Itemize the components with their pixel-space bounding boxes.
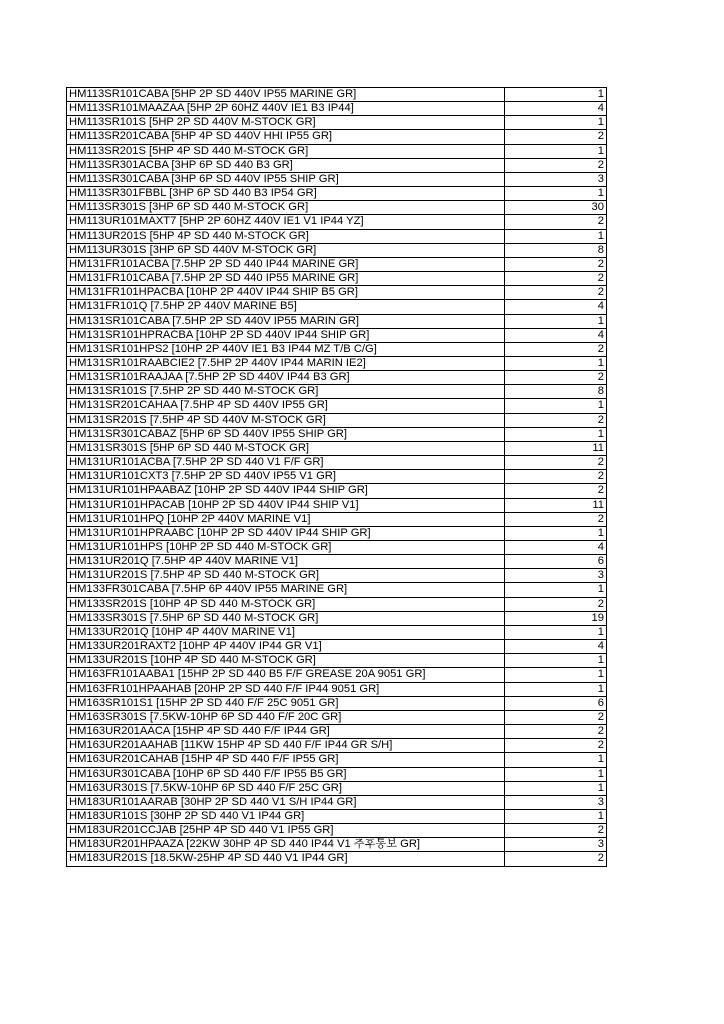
item-description-cell: HM131SR101RAABCIE2 [7.5HP 2P 440V IP44 MARIN IE2] [67,356,505,370]
quantity-cell: 11 [505,498,607,512]
quantity-cell: 2 [505,413,607,427]
table-row [67,640,607,654]
quantity-cell: 1 [505,314,607,328]
item-description-cell: HM131SR101HPRACBA [10HP 2P SD 440V IP44 SHIP GR] [67,328,505,342]
item-description-cell: HM131SR301S [5HP 6P SD 440 M-STOCK GR] [67,441,505,455]
table-row [67,257,607,271]
table-row [67,484,607,498]
item-description-cell: HM183UR201HPAAZA [22KW 30HP 4P SD 440 IP44 V1 추후통보 GR] [67,838,505,852]
quantity-cell: 1 [505,356,607,370]
table-row [67,852,607,866]
quantity-cell: 6 [505,696,607,710]
quantity-cell: 2 [505,725,607,739]
item-description-cell: HM113SR101CABA [5HP 2P SD 440V IP55 MARINE GR] [67,88,505,102]
table-row [67,668,607,682]
table-row [67,710,607,724]
table-row [67,583,607,597]
item-description-cell: HM133UR201Q [10HP 4P 440V MARINE V1] [67,625,505,639]
item-description-cell: HM113UR301S [3HP 6P SD 440V M-STOCK GR] [67,243,505,257]
quantity-cell: 2 [505,272,607,286]
item-description-cell: HM113SR301S [3HP 6P SD 440 M-STOCK GR] [67,201,505,215]
table-row [67,413,607,427]
table-row [67,356,607,370]
table-row [67,739,607,753]
quantity-cell: 2 [505,130,607,144]
item-description-cell: HM113SR101S [5HP 2P SD 440V M-STOCK GR] [67,116,505,130]
table-row [67,725,607,739]
item-description-cell: HM133SR201S [10HP 4P SD 440 M-STOCK GR] [67,597,505,611]
quantity-cell: 1 [505,668,607,682]
item-description-cell: HM113SR301ACBA [3HP 6P SD 440 B3 GR] [67,158,505,172]
quantity-cell: 4 [505,541,607,555]
item-description-cell: HM113UR101MAXT7 [5HP 2P 60HZ 440V IE1 V1 IP44 YZ] [67,215,505,229]
item-description-cell: HM133SR301S [7.5HP 6P SD 440 M-STOCK GR] [67,611,505,625]
item-description-cell: HM163FR101AABA1 [15HP 2P SD 440 B5 F/F GREASE 20A 9051 GR] [67,668,505,682]
quantity-cell: 1 [505,399,607,413]
table-row [67,243,607,257]
quantity-cell: 1 [505,187,607,201]
table-row [67,498,607,512]
item-description-cell: HM133UR201RAXT2 [10HP 4P 440V IP44 GR V1] [67,640,505,654]
table-row [67,753,607,767]
quantity-cell: 1 [505,654,607,668]
item-description-cell: HM131SR301CABAZ [5HP 6P SD 440V IP55 SHIP GR] [67,427,505,441]
table-row [67,597,607,611]
quantity-cell: 2 [505,257,607,271]
item-description-cell: HM183UR101S [30HP 2P SD 440 V1 IP44 GR] [67,809,505,823]
quantity-cell: 2 [505,158,607,172]
quantity-cell: 2 [505,739,607,753]
quantity-cell: 2 [505,710,607,724]
quantity-cell: 19 [505,611,607,625]
table-row [67,767,607,781]
table-row [67,555,607,569]
item-description-cell: HM131UR101ACBA [7.5HP 2P SD 440 V1 F/F GR] [67,456,505,470]
quantity-cell: 1 [505,781,607,795]
item-description-cell: HM131SR201CAHAA [7.5HP 4P SD 440V IP55 GR] [67,399,505,413]
quantity-cell: 1 [505,229,607,243]
table-row [67,88,607,102]
item-description-cell: HM113SR301FBBL [3HP 6P SD 440 B3 IP54 GR] [67,187,505,201]
item-description-cell: HM113SR201CABA [5HP 4P SD 440V HHI IP55 GR] [67,130,505,144]
item-description-cell: HM131FR101CABA [7.5HP 2P SD 440 IP55 MARINE GR] [67,272,505,286]
item-description-cell: HM133FR301CABA [7.5HP 6P 440V IP55 MARINE GR] [67,583,505,597]
table-row [67,102,607,116]
quantity-cell: 1 [505,682,607,696]
table-row [67,611,607,625]
table-row [67,427,607,441]
quantity-cell: 11 [505,441,607,455]
table-row [67,682,607,696]
item-description-cell: HM131UR101HPACAB [10HP 2P SD 440V IP44 SHIP V1] [67,498,505,512]
quantity-cell: 2 [505,852,607,866]
item-description-cell: HM163UR201CAHAB [15HP 4P SD 440 F/F IP55 GR] [67,753,505,767]
item-description-cell: HM131UR101HPAABAZ [10HP 2P SD 440V IP44 SHIP GR] [67,484,505,498]
quantity-cell: 6 [505,555,607,569]
table-row [67,272,607,286]
quantity-cell: 3 [505,795,607,809]
quantity-cell: 3 [505,569,607,583]
table-row [67,144,607,158]
item-description-cell: HM163UR301S [7.5KW-10HP 6P SD 440 F/F 25C GR] [67,781,505,795]
item-description-cell: HM163UR201AAHAB [11KW 15HP 4P SD 440 F/F IP44 GR S/H] [67,739,505,753]
quantity-cell: 2 [505,215,607,229]
table-row [67,456,607,470]
item-description-cell: HM131UR101HPQ [10HP 2P 440V MARINE V1] [67,512,505,526]
quantity-cell: 2 [505,286,607,300]
item-description-cell: HM131UR201S [7.5HP 4P SD 440 M-STOCK GR] [67,569,505,583]
item-description-cell: HM131UR101HPS [10HP 2P SD 440 M-STOCK GR] [67,541,505,555]
quantity-cell: 30 [505,201,607,215]
table-row [67,781,607,795]
quantity-cell: 1 [505,88,607,102]
item-description-cell: HM163UR201AACA [15HP 4P SD 440 F/F IP44 GR] [67,725,505,739]
item-description-cell: HM131FR101Q [7.5HP 2P 440V MARINE B5] [67,300,505,314]
quantity-cell: 4 [505,640,607,654]
item-description-cell: HM163SR301S [7.5KW-10HP 6P SD 440 F/F 20C GR] [67,710,505,724]
table-row [67,541,607,555]
quantity-cell: 4 [505,328,607,342]
inventory-table [66,87,607,867]
quantity-cell: 1 [505,753,607,767]
item-description-cell: HM113UR201S [5HP 4P SD 440 M-STOCK GR] [67,229,505,243]
table-row [67,371,607,385]
item-description-cell: HM131FR101HPACBA [10HP 2P 440V IP44 SHIP B5 GR] [67,286,505,300]
table-row [67,286,607,300]
item-description-cell: HM113SR301CABA [3HP 6P SD 440V IP55 SHIP GR] [67,172,505,186]
table-row [67,342,607,356]
table-row [67,569,607,583]
item-description-cell: HM131SR101HPS2 [10HP 2P 440V IE1 B3 IP44 MZ T/B C/G] [67,342,505,356]
item-description-cell: HM163FR101HPAAHAB [20HP 2P SD 440 F/F IP44 9051 GR] [67,682,505,696]
table-row [67,795,607,809]
table-row [67,158,607,172]
item-description-cell: HM133UR201S [10HP 4P SD 440 M-STOCK GR] [67,654,505,668]
table-row [67,625,607,639]
quantity-cell: 1 [505,625,607,639]
table-row [67,229,607,243]
quantity-cell: 2 [505,597,607,611]
quantity-cell: 4 [505,102,607,116]
table-row [67,654,607,668]
quantity-cell: 2 [505,342,607,356]
item-description-cell: HM183UR201CCJAB [25HP 4P SD 440 V1 IP55 GR] [67,824,505,838]
table-row [67,328,607,342]
table-row [67,838,607,852]
table-row [67,526,607,540]
quantity-cell: 2 [505,512,607,526]
table-row [67,215,607,229]
table-row [67,300,607,314]
quantity-cell: 2 [505,470,607,484]
item-description-cell: HM131UR101CXT3 [7.5HP 2P SD 440V IP55 V1 GR] [67,470,505,484]
item-description-cell: HM131SR101RAAJAA [7.5HP 2P SD 440V IP44 B3 GR] [67,371,505,385]
table-row [67,385,607,399]
table-row [67,201,607,215]
quantity-cell: 1 [505,116,607,130]
item-description-cell: HM131SR101S [7.5HP 2P SD 440 M-STOCK GR] [67,385,505,399]
table-row [67,824,607,838]
quantity-cell: 2 [505,456,607,470]
item-description-cell: HM183UR101AARAB [30HP 2P SD 440 V1 S/H IP44 GR] [67,795,505,809]
table-row [67,187,607,201]
quantity-cell: 3 [505,838,607,852]
item-description-cell: HM113SR101MAAZAA [5HP 2P 60HZ 440V IE1 B3 IP44] [67,102,505,116]
item-description-cell: HM131UR201Q [7.5HP 4P 440V MARINE V1] [67,555,505,569]
table-row [67,314,607,328]
table-row [67,130,607,144]
item-description-cell: HM163SR101S1 [15HP 2P SD 440 F/F 25C 9051 GR] [67,696,505,710]
table-row [67,470,607,484]
table-row [67,696,607,710]
quantity-cell: 1 [505,526,607,540]
item-description-cell: HM183UR201S [18.5KW-25HP 4P SD 440 V1 IP44 GR] [67,852,505,866]
item-description-cell: HM131SR101CABA [7.5HP 2P SD 440V IP55 MARIN GR] [67,314,505,328]
quantity-cell: 1 [505,809,607,823]
quantity-cell: 1 [505,583,607,597]
quantity-cell: 1 [505,767,607,781]
item-description-cell: HM163UR301CABA [10HP 6P SD 440 F/F IP55 B5 GR] [67,767,505,781]
quantity-cell: 2 [505,371,607,385]
quantity-cell: 2 [505,484,607,498]
inventory-sheet [66,87,606,867]
quantity-cell: 8 [505,243,607,257]
item-description-cell: HM113SR201S [5HP 4P SD 440 M-STOCK GR] [67,144,505,158]
quantity-cell: 1 [505,427,607,441]
item-description-cell: HM131UR101HPRAABC [10HP 2P SD 440V IP44 SHIP GR] [67,526,505,540]
table-row [67,512,607,526]
table-row [67,399,607,413]
quantity-cell: 2 [505,824,607,838]
item-description-cell: HM131FR101ACBA [7.5HP 2P SD 440 IP44 MARINE GR] [67,257,505,271]
quantity-cell: 4 [505,300,607,314]
quantity-cell: 8 [505,385,607,399]
inventory-table-body [67,88,607,867]
item-description-cell: HM131SR201S [7.5HP 4P SD 440V M-STOCK GR] [67,413,505,427]
quantity-cell: 3 [505,172,607,186]
table-row [67,809,607,823]
quantity-cell: 1 [505,144,607,158]
table-row [67,116,607,130]
table-row [67,172,607,186]
table-row [67,441,607,455]
